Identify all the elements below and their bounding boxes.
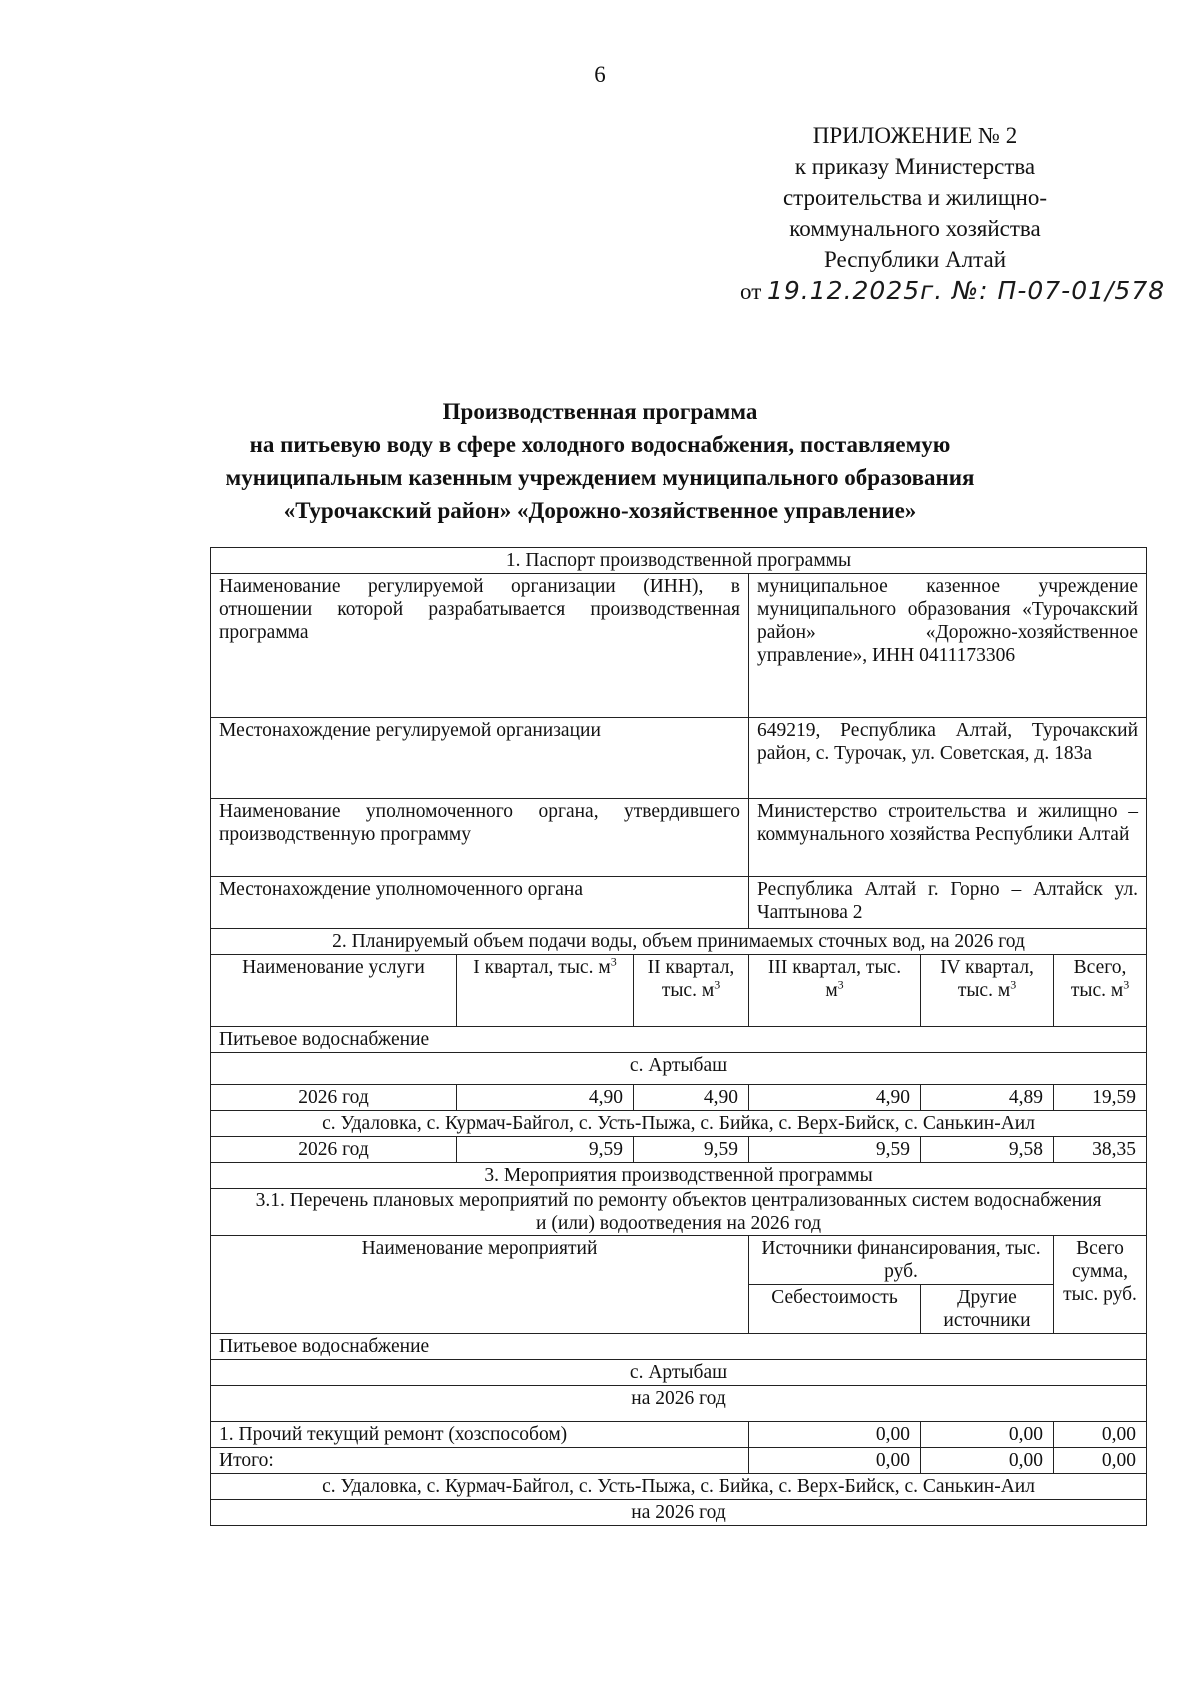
year-cell: 2026 год: [211, 1085, 457, 1111]
col-q1-header: I квартал, тыс. $м^3$: [457, 955, 634, 1027]
q4-value: 9,58: [921, 1137, 1054, 1163]
col-cost-header: Себестоимость: [749, 1285, 921, 1334]
section1-header-row: [211, 548, 1147, 574]
passport-row: [211, 799, 1147, 877]
section3-header: 3. Мероприятия производственной программы: [211, 1163, 1147, 1189]
document-title: [150, 395, 1050, 527]
col-total-header: Всего, тыс. $м^3$: [1054, 955, 1147, 1027]
appendix-line: Республики Алтай: [823, 247, 1007, 272]
q3-value: 4,90: [749, 1085, 921, 1111]
location-row: [211, 1111, 1147, 1137]
location-label: с. Удаловка, с. Курмач-Байгол, с. Усть-Пыжа, с. Бийка, с. Верх-Бийск, с. Санькин-Аил: [211, 1111, 1147, 1137]
location-label: с. Артыбаш: [211, 1053, 1147, 1085]
volume-data-row: [211, 1085, 1147, 1111]
total-value: 38,35: [1054, 1137, 1147, 1163]
appendix-line: строительства и жилищно-: [782, 185, 1048, 210]
volume-column-headers: [211, 955, 1147, 1027]
category-row: [211, 1334, 1147, 1360]
year-row: [211, 1386, 1147, 1422]
category-row: [211, 1027, 1147, 1053]
location-row: [211, 1474, 1147, 1500]
passport-label: Местонахождение уполномоченного органа: [211, 877, 749, 929]
program-table: [210, 547, 1147, 1526]
appendix-line: к приказу Министерства: [794, 154, 1036, 179]
title-line: Производственная программа: [442, 399, 758, 424]
col-q2-header: II квартал, тыс. $м^3$: [634, 955, 749, 1027]
measure-total: 0,00: [1054, 1422, 1147, 1448]
location-row: [211, 1360, 1147, 1386]
total-sum: 0,00: [1054, 1448, 1147, 1474]
section3-header-row: [211, 1163, 1147, 1189]
q4-value: 4,89: [921, 1085, 1054, 1111]
col-q3-header: III квартал, тыс. $м^3$: [749, 955, 921, 1027]
year-row: [211, 1500, 1147, 1526]
measure-other: 0,00: [921, 1422, 1054, 1448]
page-number: 6: [594, 62, 606, 87]
appendix-block: [740, 120, 1166, 307]
volume-data-row: [211, 1137, 1147, 1163]
col-q4-header: IV квартал, тыс. $м^3$: [921, 955, 1054, 1027]
passport-value: муниципальное казенное учреждение муниципального образования «Турочакский район» «Дорожно-хозяйственное управление», ИНН 0411173306: [749, 574, 1147, 718]
col-measure-name-header: Наименование мероприятий: [211, 1236, 749, 1334]
location-label: с. Удаловка, с. Курмач-Байгол, с. Усть-Пыжа, с. Бийка, с. Верх-Бийск, с. Санькин-Аил: [211, 1474, 1147, 1500]
measure-total-row: [211, 1448, 1147, 1474]
section3-subheader: 3.1. Перечень плановых мероприятий по ремонту объектов централизованных систем водоснабжения и (или) водоотведения на 2026 год: [211, 1189, 1147, 1236]
passport-label: Местонахождение регулируемой организации: [211, 718, 749, 799]
col-sum-header: Всего сумма, тыс. руб.: [1054, 1236, 1147, 1334]
date-prefix: от: [740, 279, 762, 304]
q2-value: 9,59: [634, 1137, 749, 1163]
measures-header-row: [211, 1236, 1147, 1285]
passport-row: [211, 718, 1147, 799]
measure-item-name: 1. Прочий текущий ремонт (хозспособом): [211, 1422, 749, 1448]
q1-value: 9,59: [457, 1137, 634, 1163]
passport-value: Министерство строительства и жилищно – коммунального хозяйства Республики Алтай: [749, 799, 1147, 877]
total-cost: 0,00: [749, 1448, 921, 1474]
category-label: Питьевое водоснабжение: [211, 1334, 1147, 1360]
q3-value: 9,59: [749, 1137, 921, 1163]
category-label: Питьевое водоснабжение: [211, 1027, 1147, 1053]
passport-label: Наименование уполномоченного органа, утвердившего производственную программу: [211, 799, 749, 877]
passport-value: 649219, Республика Алтай, Турочакский район, с. Турочак, ул. Советская, д. 183а: [749, 718, 1147, 799]
location-label: с. Артыбаш: [211, 1360, 1147, 1386]
appendix-title: ПРИЛОЖЕНИЕ № 2: [812, 123, 1018, 148]
passport-row: [211, 574, 1147, 718]
passport-value: Республика Алтай г. Горно – Алтайск ул. Чаптынова 2: [749, 877, 1147, 929]
col-service-header: Наименование услуги: [211, 955, 457, 1027]
title-line: на питьевую воду в сфере холодного водоснабжения, поставляемую: [249, 432, 951, 457]
total-value: 19,59: [1054, 1085, 1147, 1111]
total-other: 0,00: [921, 1448, 1054, 1474]
year-label: на 2026 год: [211, 1500, 1147, 1526]
appendix-line: коммунального хозяйства: [789, 216, 1041, 241]
handwritten-date-number: 19.12.2025г. №: П-07-01/578: [767, 276, 1166, 305]
col-sources-header: Источники финансирования, тыс. руб.: [749, 1236, 1054, 1285]
q1-value: 4,90: [457, 1085, 634, 1111]
measure-cost: 0,00: [749, 1422, 921, 1448]
q2-value: 4,90: [634, 1085, 749, 1111]
section3-subheader-row: [211, 1189, 1147, 1236]
year-label: на 2026 год: [211, 1386, 1147, 1422]
passport-label: Наименование регулируемой организации (ИНН), в отношении которой разрабатывается производственная программа: [211, 574, 749, 718]
passport-row: [211, 877, 1147, 929]
section1-header: 1. Паспорт производственной программы: [211, 548, 1147, 574]
total-label: Итого:: [211, 1448, 749, 1474]
col-other-header: Другие источники: [921, 1285, 1054, 1334]
section2-header: 2. Планируемый объем подачи воды, объем принимаемых сточных вод, на 2026 год: [211, 929, 1147, 955]
appendix-date-line: [740, 275, 1166, 307]
title-line: муниципальным казенным учреждением муниципального образования: [225, 465, 975, 490]
measure-item-row: [211, 1422, 1147, 1448]
year-cell: 2026 год: [211, 1137, 457, 1163]
location-row: [211, 1053, 1147, 1085]
section2-header-row: [211, 929, 1147, 955]
title-line: «Турочакский район» «Дорожно-хозяйственное управление»: [283, 498, 917, 523]
